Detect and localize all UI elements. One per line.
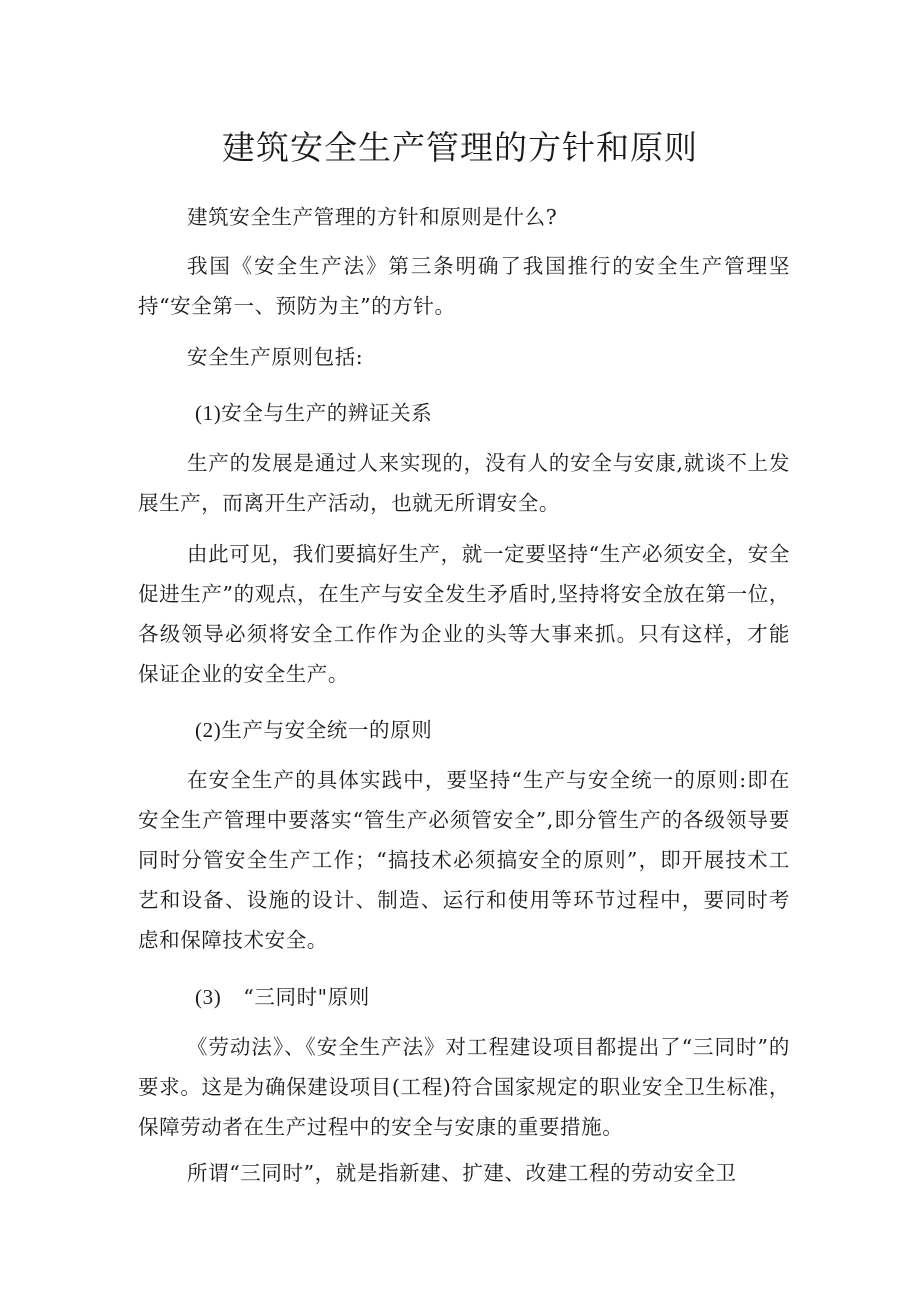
section-heading-1 — [195, 393, 432, 433]
section-3-paragraph-2: 所谓“三同时”，就是指新建、扩建、改建工程的劳动安全卫 — [187, 1161, 737, 1185]
page-title: 建筑安全生产管理的方针和原则 — [222, 128, 698, 167]
section-number-3: (3) — [195, 985, 222, 1009]
section-title-3: “三同时"原则 — [243, 985, 370, 1009]
section-heading-2 — [195, 710, 432, 750]
intro-question: 建筑安全生产管理的方针和原则是什么? — [187, 205, 558, 229]
section-1-paragraph-2: 由此可见，我们要搞好生产，就一定要坚持“生产必须安全，安全促进生产”的观点，在生产与安全发生矛盾时,坚持将安全放在第一位，各级领导必须将安全工作作为企业的头等大事来抓。只有这样，才能保证企业的安全生产。 — [138, 542, 790, 686]
policy-paragraph: 我国《安全生产法》第三条明确了我国推行的安全生产管理坚持“安全第一、预防为主”的方针。 — [138, 254, 790, 318]
section-number-1: (1) — [195, 401, 222, 425]
section-3-paragraph-1: 《劳动法》、《安全生产法》对工程建设项目都提出了“三同时”的要求。这是为确保建设项目(工程)符合国家规定的职业安全卫生标准，保障劳动者在生产过程中的安全与安康的重要措施。 — [138, 1035, 790, 1139]
section-title-2: 生产与安全统一的原则 — [221, 718, 433, 742]
principles-intro: 安全生产原则包括: — [187, 345, 364, 369]
section-title-1: 安全与生产的辨证关系 — [221, 401, 433, 425]
section-heading-3 — [195, 977, 370, 1017]
section-2-paragraph-1: 在安全生产的具体实践中，要坚持“生产与安全统一的原则:即在安全生产管理中要落实“管生产必须管安全”,即分管生产的各级领导要同时分管安全生产工作；“搞技术必须搞安全的原则”，即开展技术工艺和设备、设施的设计、制造、运行和使用等环节过程中，要同时考虑和保障技术安全。 — [138, 768, 790, 952]
section-1-paragraph-1: 生产的发展是通过人来实现的，没有人的安全与安康,就谈不上发展生产，而离开生产活动，也就无所谓安全。 — [138, 451, 790, 515]
section-number-2: (2) — [195, 718, 222, 742]
